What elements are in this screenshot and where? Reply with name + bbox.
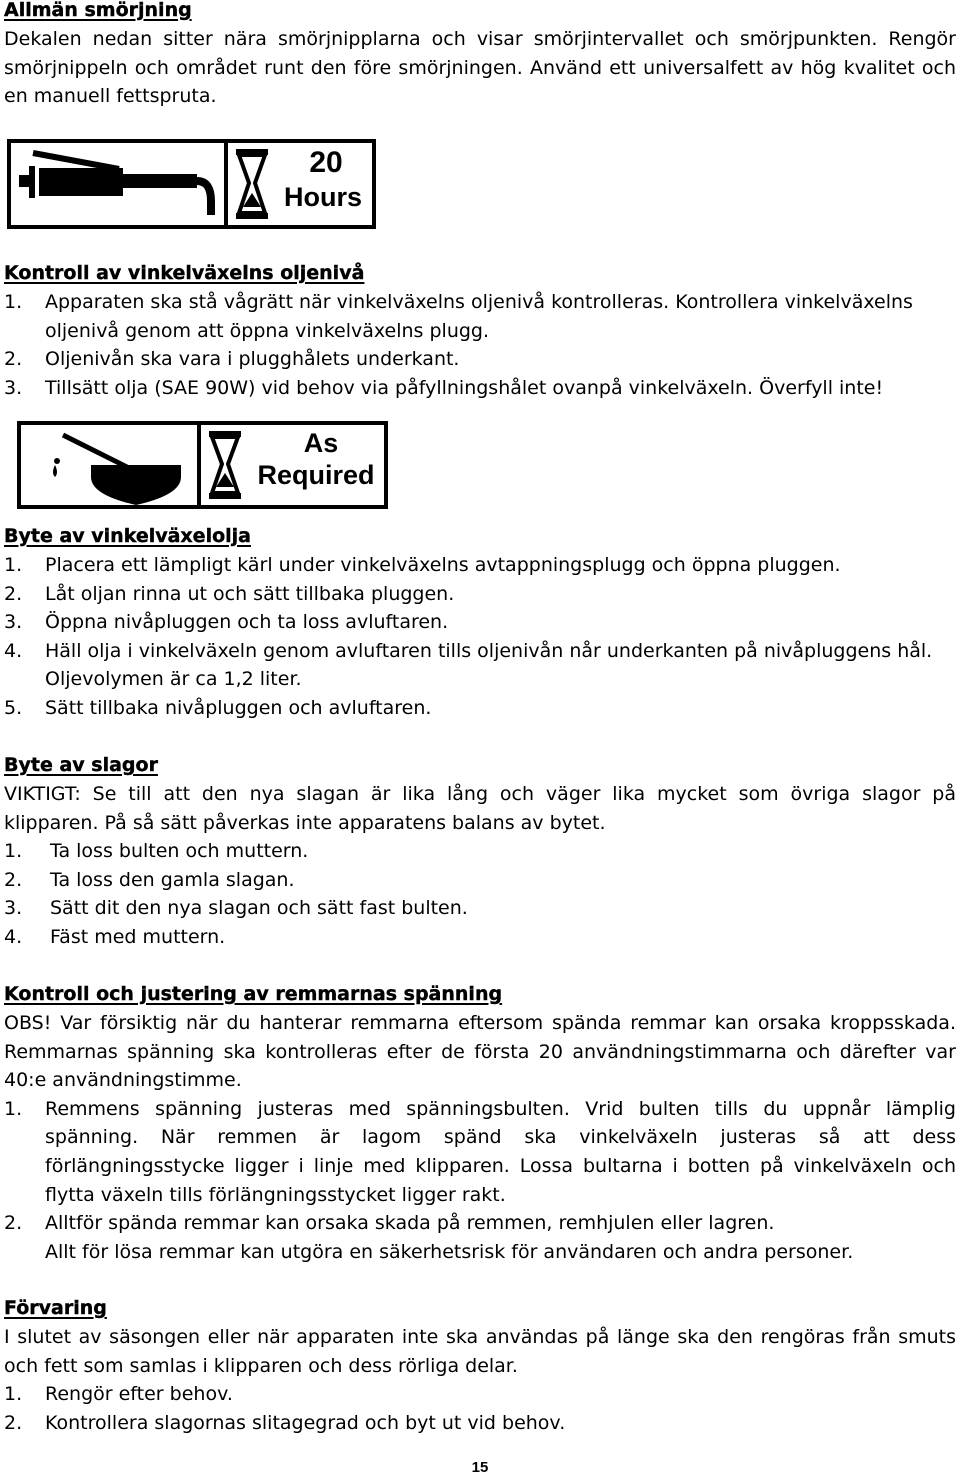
section-belt-tension (4, 980, 956, 1266)
heading-storage: Förvaring (4, 1297, 107, 1319)
interval-value: 20 (309, 146, 343, 179)
heading-gear-oil-check: Kontroll av vinkelväxelns oljenivå (4, 262, 365, 284)
list-item: 3. Öppna nivåpluggen och ta loss avluftaren. (4, 611, 449, 634)
section-storage (4, 1294, 956, 1437)
lubrication-text: Dekalen nedan sitter nära smörjnipplarna och visar smörjintervallet och smörjpunkten. Rengör smörjnippeln och området runt den före smörjningen. Använd ett universalfett av hög kvalitet och en manuell fettspruta. (4, 28, 956, 108)
list-item: 3. Tillsätt olja (SAE 90W) vid behov via påfyllningshålet ovanpå vinkelväxeln. Överfyll inte! (4, 376, 884, 399)
interval-unit: Hours (283, 182, 362, 212)
interval-value: As (303, 428, 339, 458)
section-flail-change (4, 751, 956, 952)
heading-gear-oil-change: Byte av vinkelväxelolja (4, 525, 251, 547)
grease-interval-symbol (7, 139, 376, 229)
flail-change-intro: VIKTIGT: Se till att den nya slagan är lika lång och väger lika mycket som övriga slagor på klipparen. På så sätt påverkas inte apparatens balans av bytet. (4, 783, 956, 834)
heading-lubrication: Allmän smörjning (4, 0, 192, 21)
list-item: 1. Placera ett lämpligt kärl under vinkelväxelns avtappningsplugg och öppna pluggen. (4, 554, 841, 576)
list-item: 2. Oljenivån ska vara i plugghålets underkant. (4, 348, 460, 371)
list-item: 2. Kontrollera slagornas slitagegrad och byt ut vid behov. (4, 1411, 566, 1434)
gear-oil-change-list (4, 551, 956, 723)
list-item: 1. Apparaten ska stå vågrätt när vinkelväxelns oljenivå kontrolleras. Kontrollera vinkelväxelns oljenivå genom att öppna vinkelväxelns plugg. (4, 291, 913, 342)
page-number: 15 (471, 1459, 489, 1476)
oil-can-icon (53, 435, 181, 505)
storage-list (4, 1380, 956, 1437)
flail-change-list (4, 837, 956, 951)
oil-interval-symbol (17, 421, 388, 509)
belt-tension-list (4, 1095, 956, 1267)
heading-flail-change: Byte av slagor (4, 754, 158, 776)
list-item: 4. Fäst med muttern. (4, 925, 226, 948)
interval-unit: Required (257, 460, 375, 490)
section-gear-oil-change (4, 522, 956, 723)
grease-gun-icon (19, 153, 211, 215)
list-item: 1. Rengör efter behov. (4, 1383, 233, 1406)
list-item: 1. Remmens spänning justeras med spänningsbulten. Vrid bulten tills du uppnår lämplig spänning. När remmen är lagom spänd ska vinkelväxeln justeras så att dess förlängningsstycke ligger i linje med klipparen. Lossa bultarna i botten på vinkelväxeln och flytta växeln tills förlängningsstycket ligger rakt. (4, 1097, 956, 1206)
storage-intro: I slutet av säsongen eller när apparaten inte ska användas på länge ska den rengöras från smuts och fett som samlas i klipparen och dess rörliga delar. (4, 1326, 956, 1377)
heading-belt-tension: Kontroll och justering av remmarnas spänning (4, 983, 503, 1005)
list-item: 3. Sätt dit den nya slagan och sätt fast bulten. (4, 897, 468, 920)
section-lubrication (4, 0, 956, 111)
list-item: 1. Ta loss bulten och muttern. (4, 840, 309, 863)
list-item: 5. Sätt tillbaka nivåpluggen och avluftaren. (4, 696, 432, 719)
list-item: 2. Alltför spända remmar kan orsaka skada på remmen, remhjulen eller lagren. Allt för lösa remmar kan utgöra en säkerhetsrisk för användaren och andra personer. (4, 1212, 854, 1263)
hourglass-icon (209, 431, 241, 499)
hourglass-icon (236, 149, 268, 219)
list-item: 2. Ta loss den gamla slagan. (4, 868, 295, 891)
list-item: 4. Häll olja i vinkelväxeln genom avluftaren tills oljenivån når underkanten på nivåpluggens hål. Oljevolymen är ca 1,2 liter. (4, 639, 933, 691)
gear-oil-check-list (4, 288, 956, 402)
belt-tension-intro: OBS! Var försiktig när du hanterar remmarna eftersom spända remmar kan orsaka kroppsskada. Remmarnas spänning ska kontrolleras efter de första 20 användningstimmarna och därefter var 40:e användningstimme. (4, 1012, 956, 1092)
section-gear-oil-check (4, 259, 956, 402)
list-item: 2. Låt oljan rinna ut och sätt tillbaka pluggen. (4, 582, 455, 605)
